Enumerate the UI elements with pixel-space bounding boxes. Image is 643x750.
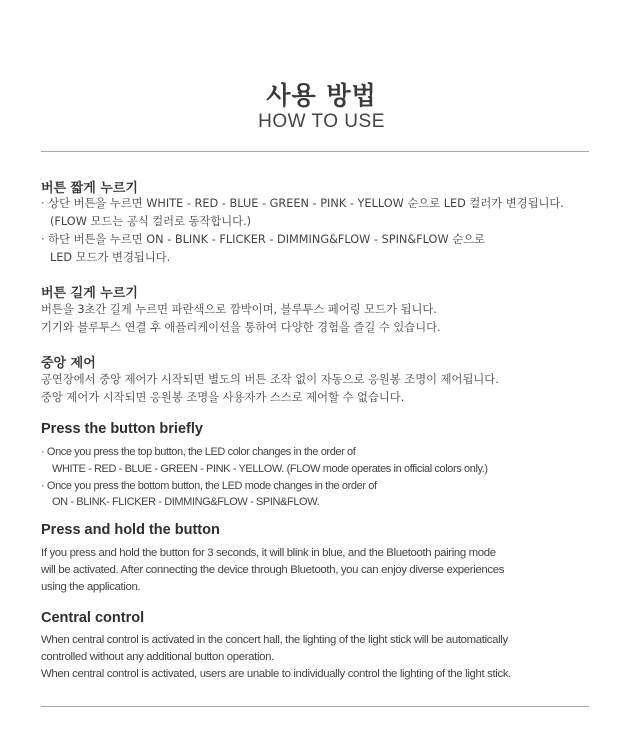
section-heading-short-press-ko: 버튼 짧게 누르기 [41,181,138,196]
section-heading-short-press-en: Press the button briefly [41,421,203,437]
section-line: When central control is activated in the concert hall, the lighting of the light stick will be automatically [41,634,508,646]
section-line: If you press and hold the button for 3 seconds, it will blink in blue, and the Bluetooth pairing mode [41,547,496,559]
section-line: · Once you press the top button, the LED color changes in the order of [41,446,356,458]
section-line: 기기와 블루투스 연결 후 애플리케이션을 통하여 다양한 경험을 즐길 수 있습니다. [41,321,441,334]
section-line: controlled without any additional button operation. [41,651,274,663]
section-line: When central control is activated, users are unable to individually control the lighting of the light stick. [41,668,511,680]
section-heading-long-press-en: Press and hold the button [41,522,220,538]
page-title-korean: 사용 방법 [266,81,377,110]
section-line: ON - BLINK- FLICKER - DIMMING&FLOW - SPIN&FLOW. [52,496,320,508]
bottom-divider [41,706,589,707]
section-line: LED 모드가 변경됩니다. [50,251,171,264]
top-divider [41,151,589,152]
section-heading-central-control-ko: 중앙 제어 [41,356,96,371]
section-line: will be activated. After connecting the device through Bluetooth, you can enjoy diverse experiences [41,564,505,576]
section-line: · 상단 버튼을 누르면 WHITE - RED - BLUE - GREEN - PINK - YELLOW 순으로 LED 컬러가 변경됩니다. [41,197,564,210]
section-line: · 하단 버튼을 누르면 ON - BLINK - FLICKER - DIMMING&FLOW - SPIN&FLOW 순으로 [41,233,485,246]
section-heading-central-control-en: Central control [41,610,145,626]
section-heading-long-press-ko: 버튼 길게 누르기 [41,286,138,301]
section-line: · Once you press the bottom button, the LED mode changes in the order of [41,480,377,492]
section-line: 공연장에서 중앙 제어가 시작되면 별도의 버튼 조작 없이 자동으로 응원봉 조명이 제어됩니다. [41,373,499,386]
section-line: using the application. [41,581,141,593]
section-line: (FLOW 모드는 공식 컬러로 동작합니다.) [50,215,252,228]
section-line: 버튼을 3초간 길게 누르면 파란색으로 깜박이며, 블루투스 페어링 모드가 됩니다. [41,303,437,316]
section-line: WHITE - RED - BLUE - GREEN - PINK - YELLOW. (FLOW mode operates in official colors only.) [52,463,488,475]
page-title-english: HOW TO USE [258,111,385,132]
section-line: 중앙 제어가 시작되면 응원봉 조명을 사용자가 스스로 제어할 수 없습니다. [41,391,405,404]
